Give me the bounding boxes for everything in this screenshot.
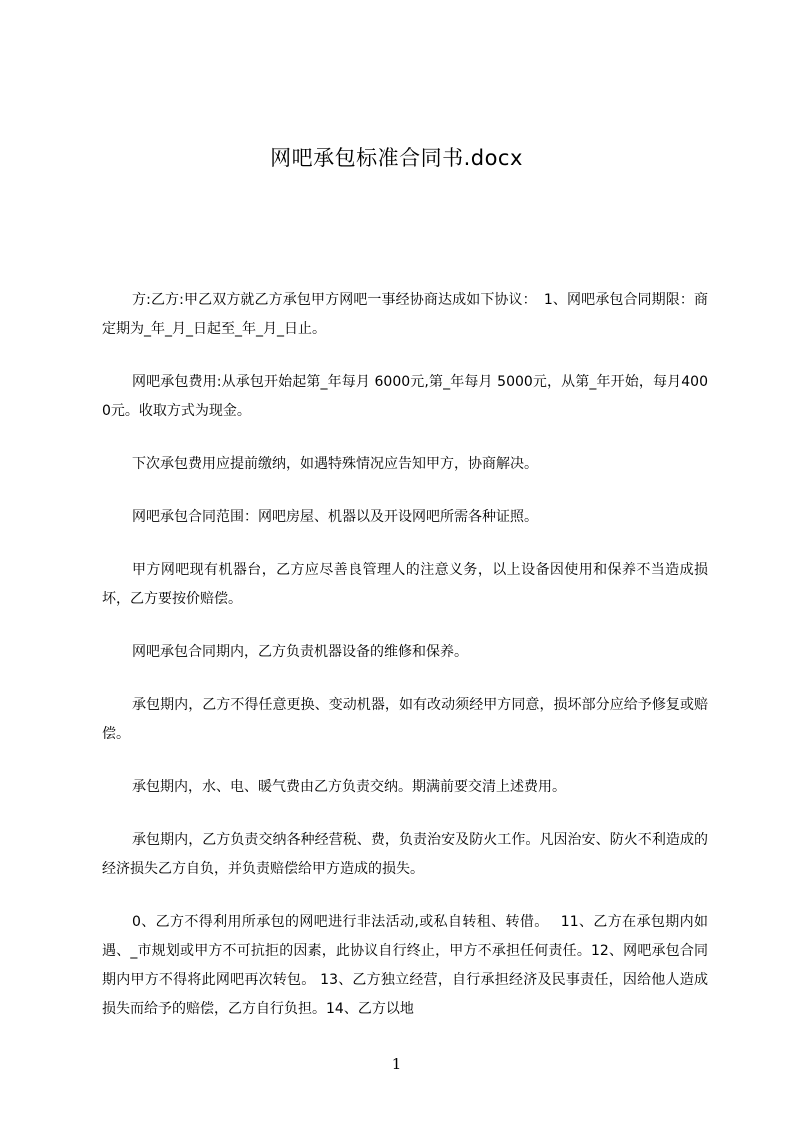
document-body (102, 286, 708, 1024)
paragraph-2: 网吧承包费用:从承包开始起第_年每月 6000元,第_年每月 5000元，从第_年开始，每月4000元。收取方式为现金。 (102, 374, 708, 419)
paragraph-5: 甲方网吧现有机器台，乙方应尽善良管理人的注意义务，以上设备因使用和保养不当造成损坏，乙方要按价赔偿。 (102, 562, 708, 607)
paragraph-3: 下次承包费用应提前缴纳，如遇特殊情况应告知甲方，协商解决。 (132, 456, 538, 472)
paragraph-7: 承包期内，乙方不得任意更换、变动机器，如有改动须经甲方同意，损坏部分应给予修复或赔偿。 (102, 697, 708, 742)
paragraph-10: 0、乙方不得利用所承包的网吧进行非法活动,或私自转租、转借。 11、乙方在承包期内如遇、_市规划或甲方不可抗拒的因素，此协议自行终止，甲方不承担任何责任。12、网吧承包合同期内甲方不得将此网吧再次转包。 13、乙方独立经营，自行承担经济及民事责任，因给他人造成损失而给予的赔偿，乙方自行负担。14、乙方以地 (102, 914, 708, 1017)
paragraph-9: 承包期内，乙方负责交纳各种经营税、费，负责治安及防火工作。凡因治安、防火不利造成的经济损失乙方自负，并负责赔偿给甲方造成的损失。 (102, 832, 708, 877)
paragraph-8: 承包期内，水、电、暖气费由乙方负责交纳。期满前要交清上述费用。 (132, 779, 566, 795)
paragraph-4: 网吧承包合同范围：网吧房屋、机器以及开设网吧所需各种证照。 (132, 509, 538, 525)
document-title: 网吧承包标准合同书.docx (270, 146, 523, 170)
paragraph-1: 方:乙方:甲乙双方就乙方承包甲方网吧一事经协商达成如下协议： 1、网吧承包合同期限：商定期为_年_月_日起至_年_月_日止。 (102, 292, 708, 337)
paragraph-6: 网吧承包合同期内，乙方负责机器设备的维修和保养。 (132, 644, 468, 660)
page-number: 1 (391, 1055, 402, 1073)
